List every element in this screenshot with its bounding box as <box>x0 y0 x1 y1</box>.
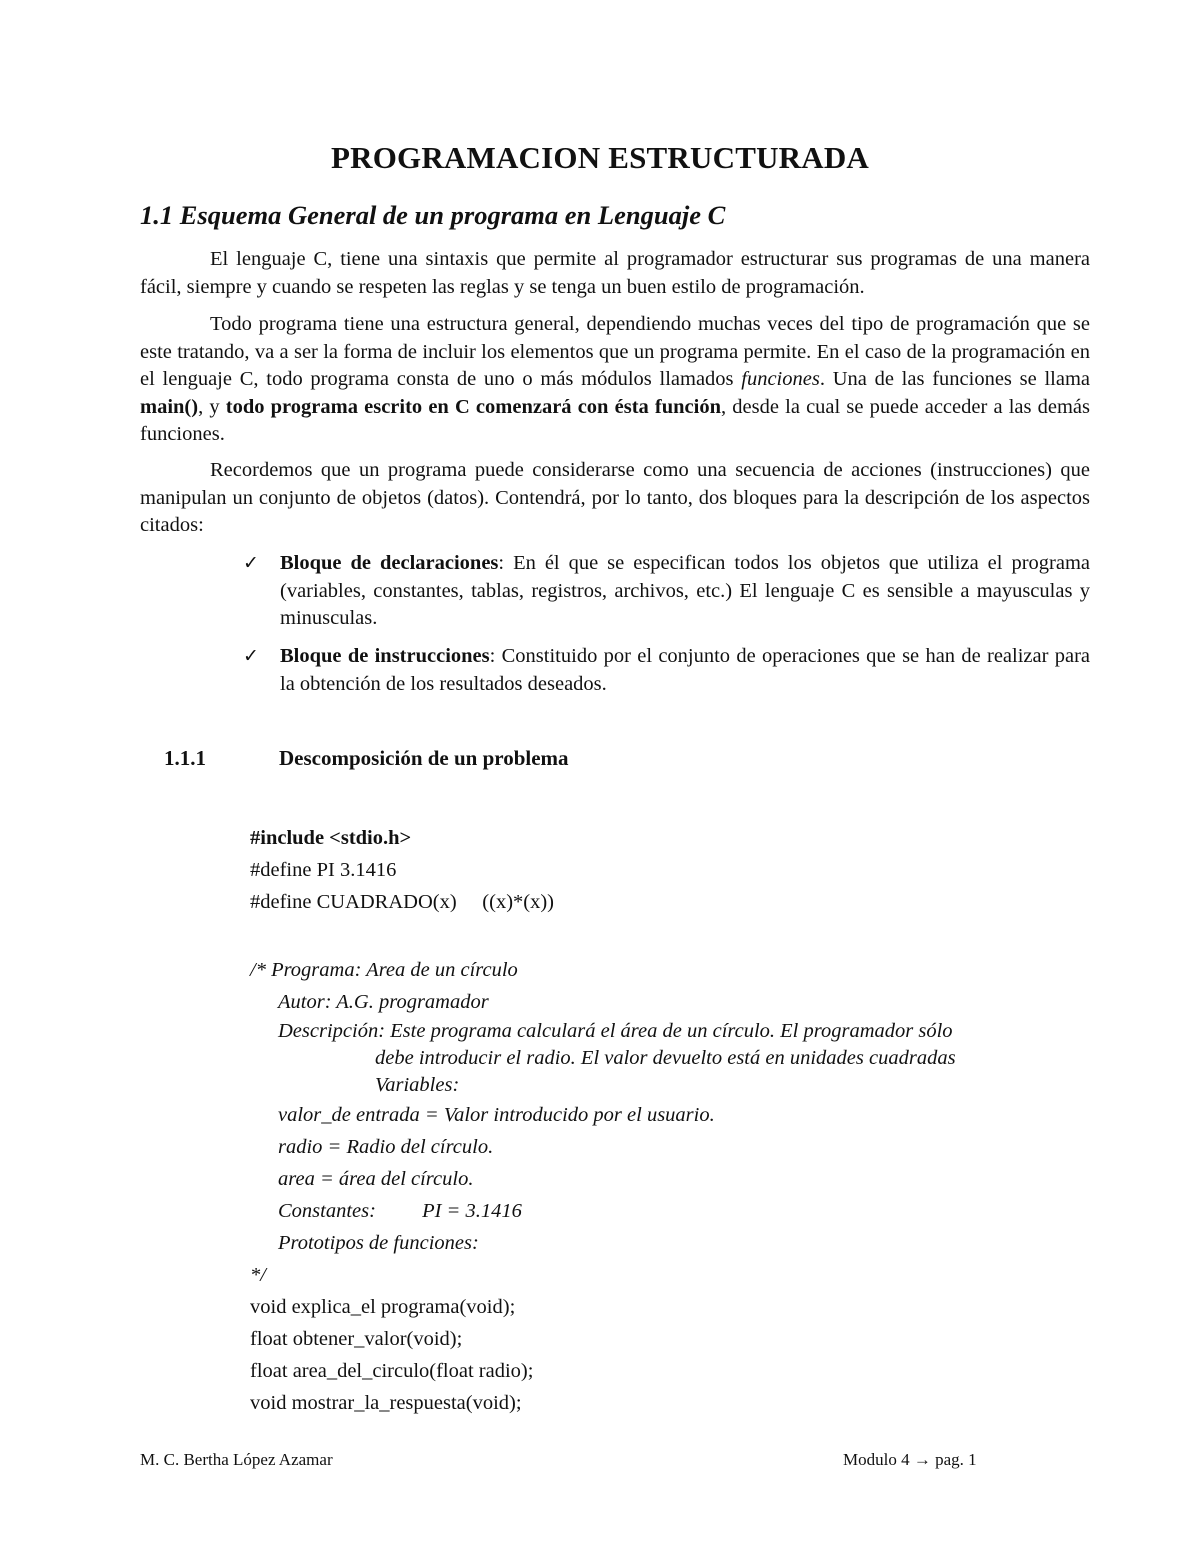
code-comment-end: */ <box>250 1264 266 1286</box>
list-item-description: : En él que se especifican todos los objetos que utiliza el programa (variables, constantes, tablas, registros, archivos, etc.) El lenguaje C es sensible a mayusculas y minusculas. <box>280 552 1091 629</box>
code-comment-constantes: Constantes: PI = 3.1416 <box>278 1200 522 1222</box>
list-item-text <box>280 643 1090 698</box>
para2-emphasis: todo programa escrito en C comenzará con ésta función <box>225 395 722 418</box>
list-item-text <box>280 550 1090 633</box>
paragraph-intro <box>140 246 1090 301</box>
subsection-title: Descomposición de un problema <box>279 746 569 770</box>
code-comment-area: area = área del círculo. <box>278 1168 474 1190</box>
paragraph-structure-text <box>140 311 1090 449</box>
para2-part-e: , y <box>198 395 226 418</box>
list-item-instrucciones <box>243 643 1090 698</box>
code-define-cuadrado: #define CUADRADO(x) ((x)*(x)) <box>250 891 555 913</box>
page-title: PROGRAMACION ESTRUCTURADA <box>330 140 870 175</box>
code-comment-description: Descripción: Este programa calculará el área de un círculo. El programador sólo <box>278 1020 953 1042</box>
para2-funciones: funciones <box>741 368 820 390</box>
list-item-declaraciones <box>243 550 1090 633</box>
list-item-label: Bloque de instrucciones <box>280 645 490 667</box>
code-prototype-explica: void explica_el programa(void); <box>250 1296 516 1318</box>
code-comment-prototipos: Prototipos de funciones: <box>278 1232 479 1254</box>
code-comment-author: Autor: A.G. programador <box>278 991 489 1013</box>
subsection-number: 1.1.1 <box>164 746 206 770</box>
code-preprocessor <box>250 822 1110 918</box>
para2-part-g: , desde la cual se puede acceder a las demás funciones. <box>140 395 1090 445</box>
subsection-heading <box>164 746 569 771</box>
para2-main: main() <box>140 395 199 418</box>
code-prototype-obtener: float obtener_valor(void); <box>250 1328 463 1350</box>
code-comment-start: /* Programa: Area de un círculo <box>250 959 518 981</box>
list-item-description: : Constituido por el conjunto de operaciones que se han de realizar para la obtención de los resultados deseados. <box>280 645 1090 695</box>
para2-part-c: . Una de las funciones se llama <box>819 368 1090 390</box>
code-define-pi: #define PI 3.1416 <box>250 859 397 881</box>
paragraph-intro-text: El lenguaje C, tiene una sintaxis que permite al programador estructurar sus programas de una manera fácil, siempre y cuando se respeten las reglas y se tenga un buen estilo de programación. <box>140 248 1090 298</box>
footer-page-number: Modulo 4 → pag. 1 <box>843 1450 977 1469</box>
code-comment-variables: Variables: <box>375 1074 460 1096</box>
code-body <box>250 954 1110 1419</box>
paragraph-structure <box>140 311 1090 449</box>
checkmark-icon: ✓ <box>243 645 259 667</box>
checkmark-icon: ✓ <box>243 552 259 574</box>
code-prototype-area: float area_del_circulo(float radio); <box>250 1360 534 1382</box>
code-comment-radio: radio = Radio del círculo. <box>278 1136 494 1158</box>
paragraph-blocks-text: Recordemos que un programa puede considerarse como una secuencia de acciones (instrucciones) que manipulan un conjunto de objetos (datos). Contendrá, por lo tanto, dos bloques para la descripción de los aspectos citados: <box>140 459 1090 536</box>
code-comment-description-cont: debe introducir el radio. El valor devuelto está en unidades cuadradas <box>375 1047 956 1069</box>
code-include: #include <stdio.h> <box>250 827 412 849</box>
para2-part-a: Todo programa tiene una estructura general, dependiendo muchas veces del tipo de programación que se este tratando, va a ser la forma de incluir los elementos que un programa permite. En el caso de la programación en el lenguaje C, todo programa consta de uno o más módulos llamados <box>140 313 1090 390</box>
code-prototype-mostrar: void mostrar_la_respuesta(void); <box>250 1392 522 1414</box>
code-comment-valor: valor_de entrada = Valor introducido por el usuario. <box>278 1104 715 1126</box>
paragraph-blocks <box>140 457 1090 540</box>
list-item-label: Bloque de declaraciones <box>280 552 499 574</box>
footer-author: M. C. Bertha López Azamar <box>140 1450 333 1469</box>
section-heading: 1.1 Esquema General de un programa en Lenguaje C <box>140 200 726 230</box>
